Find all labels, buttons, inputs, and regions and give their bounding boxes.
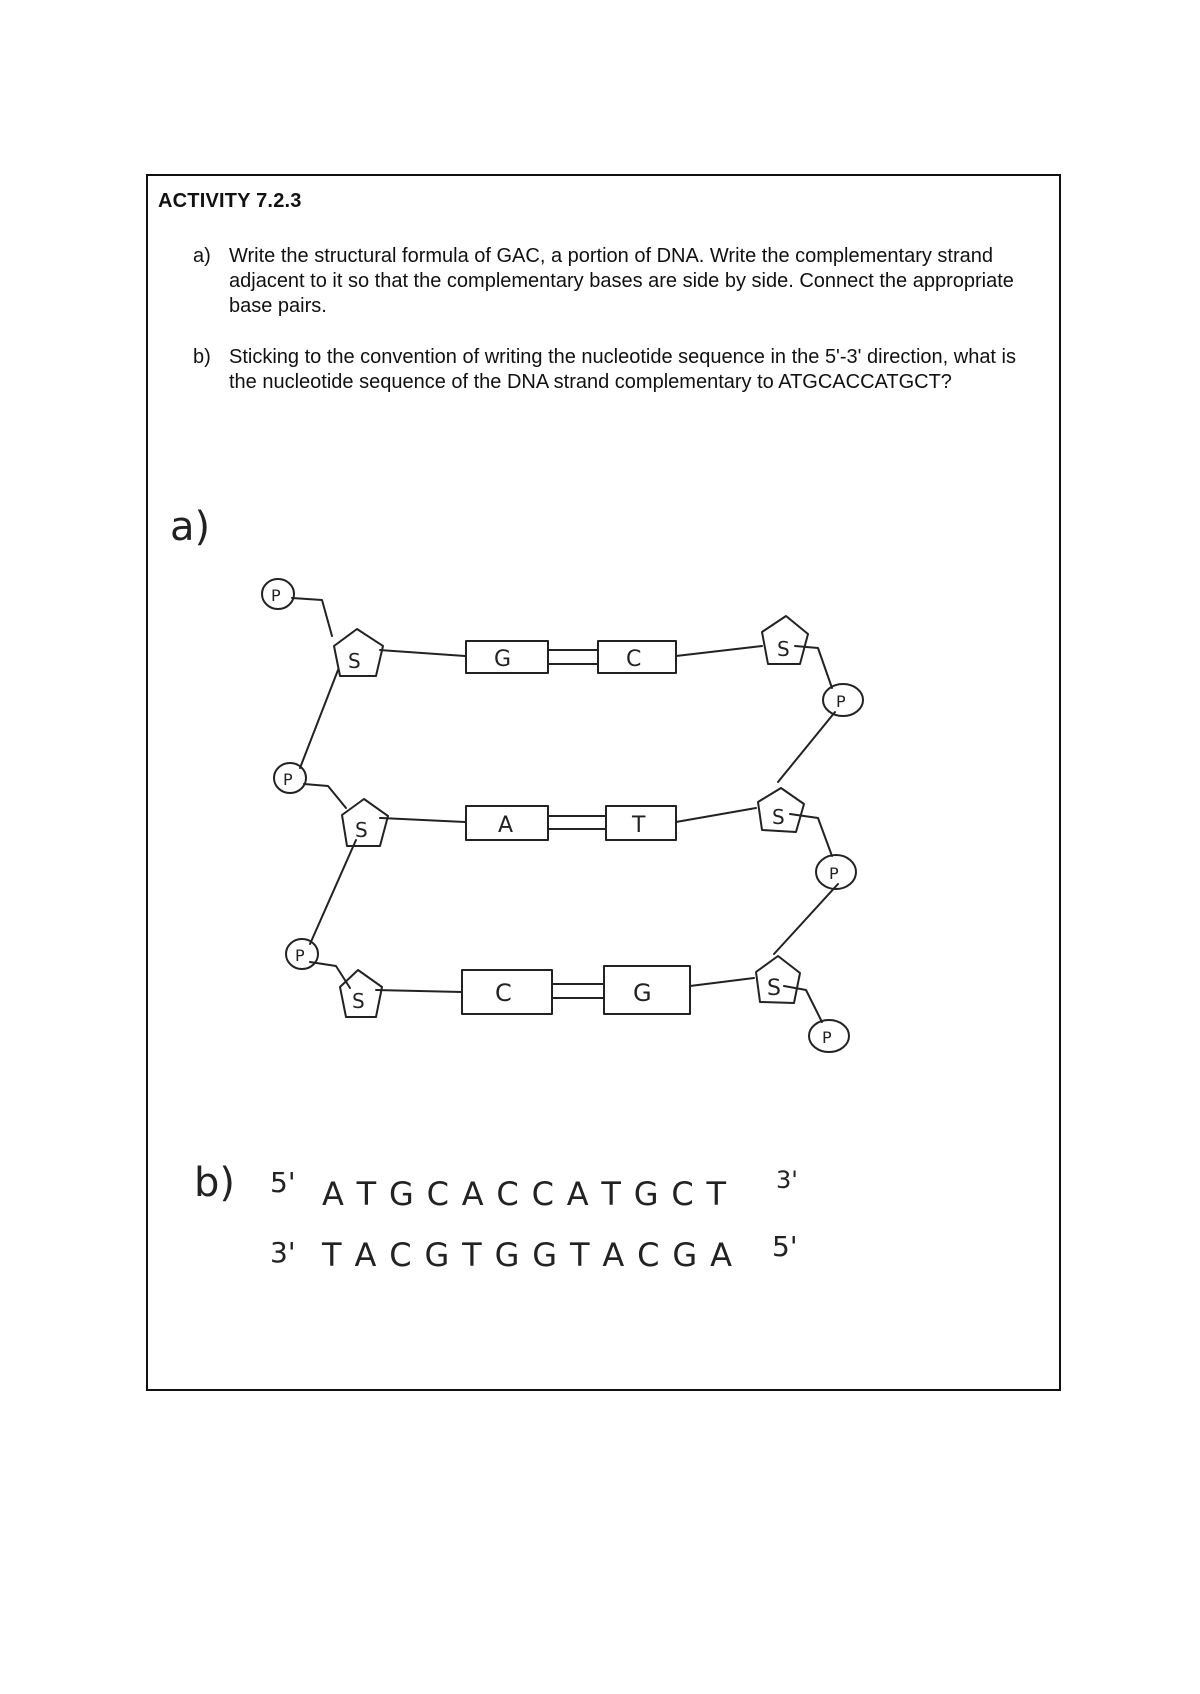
question-a-text: Write the structural formula of GAC, a portion of DNA. Write the complementary strand adjacent to it so that the complementary bases are side by side. Connect the appropriate base pairs. <box>229 245 1014 317</box>
answer-b-label: b) <box>194 1160 235 1206</box>
base-left: A <box>498 813 514 838</box>
strand-5to3 <box>270 1166 798 1213</box>
strand2-end: 5' <box>772 1230 798 1263</box>
dna-backbone <box>292 598 838 1022</box>
question-b-text: Sticking to the convention of writing the nucleotide sequence in the 5'-3' direction, what is the nucleotide sequence of the DNA strand complementary to ATGCACCATGCT? <box>229 346 1016 393</box>
phosphate-label: P <box>271 586 281 605</box>
question-a-label: a) <box>193 245 211 267</box>
pair-row-2 <box>466 806 676 840</box>
sugar-label: S <box>348 649 361 673</box>
strand2-sequence: T A C G T G G T A C G A <box>322 1236 732 1274</box>
base-right: C <box>626 647 642 672</box>
phosphate-label: P <box>829 864 839 883</box>
phosphate-label: P <box>283 770 293 789</box>
strand1-start: 5' <box>270 1166 296 1199</box>
base-left: G <box>494 647 512 672</box>
base-left: C <box>495 979 512 1007</box>
sugar-label: S <box>767 976 781 1001</box>
phosphate-label: P <box>822 1028 832 1047</box>
sugar-label: S <box>772 805 785 829</box>
sugar-label: S <box>352 989 365 1013</box>
base-right: T <box>632 813 646 838</box>
strand2-start: 3' <box>270 1236 296 1269</box>
strand1-end: 3' <box>776 1166 798 1194</box>
sugar-label: S <box>777 637 790 661</box>
strand-3to5 <box>270 1230 798 1274</box>
sugar-label: S <box>355 818 368 842</box>
phosphate-label: P <box>295 946 305 965</box>
answer-a-label: a) <box>170 504 211 550</box>
pair-row-3 <box>462 966 690 1014</box>
pair-row-1 <box>466 641 676 673</box>
phosphate-label: P <box>836 692 846 711</box>
activity-title: ACTIVITY 7.2.3 <box>158 190 302 212</box>
question-b-label: b) <box>193 346 211 368</box>
base-right: G <box>633 979 652 1007</box>
strand1-sequence: A T G C A C C A T G C T <box>322 1175 726 1213</box>
